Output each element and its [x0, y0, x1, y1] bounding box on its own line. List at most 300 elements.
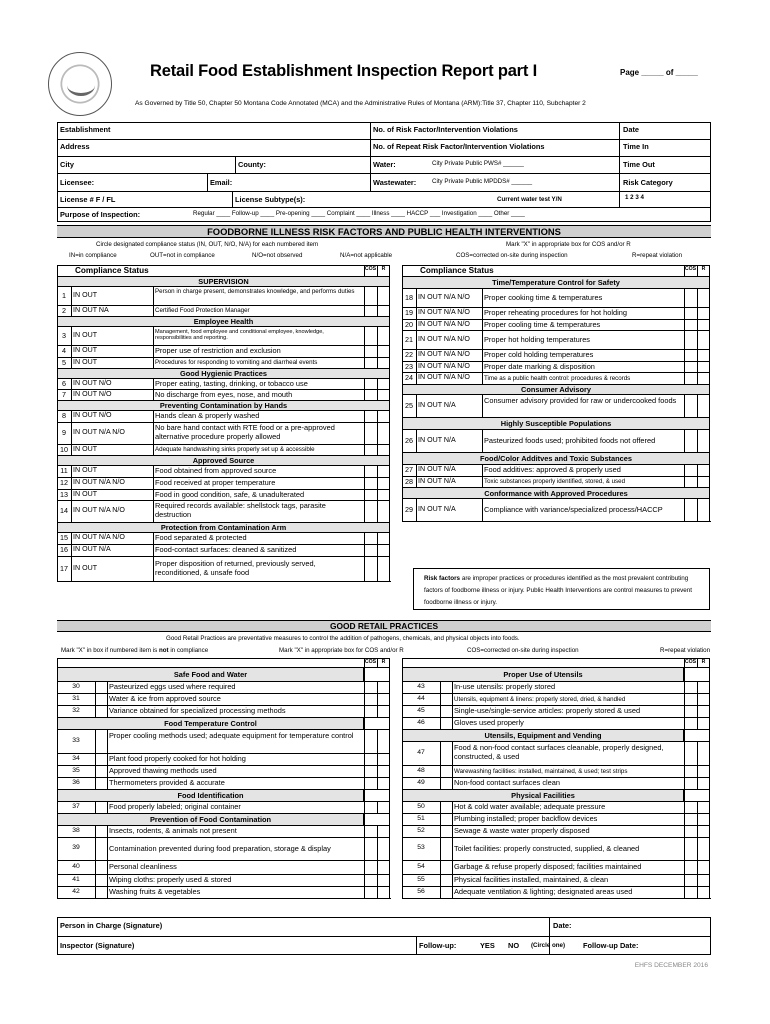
- repeat-checkbox[interactable]: [698, 718, 710, 729]
- repeat-checkbox[interactable]: [698, 826, 710, 837]
- cos-checkbox[interactable]: [685, 320, 697, 330]
- item-description: Proper use of restriction and exclusion: [155, 346, 281, 356]
- item-description: No discharge from eyes, nose, and mouth: [155, 389, 293, 399]
- circle-instruction: Circle designated compliance status (IN, OUT, N/O, N/A) for each numbered item: [96, 241, 319, 248]
- address-field[interactable]: Address: [60, 142, 90, 151]
- item-number: 55: [417, 875, 425, 883]
- compliance-status-options[interactable]: IN OUT N/A N/O: [418, 361, 470, 370]
- repeat-checkbox[interactable]: [378, 875, 390, 886]
- compliance-status-options[interactable]: IN OUT N/A N/O: [418, 292, 470, 301]
- item-number: 32: [72, 706, 80, 714]
- out-checkbox[interactable]: [96, 766, 106, 777]
- date-field[interactable]: Date: [623, 125, 640, 134]
- compliance-status-options[interactable]: IN OUT N/O: [73, 389, 112, 398]
- in-definition: IN=in compliance: [69, 252, 117, 259]
- out-checkbox[interactable]: [441, 682, 451, 693]
- item-description: Food additives: approved & properly used: [484, 465, 621, 475]
- inspector-signature[interactable]: Inspector (Signature): [60, 941, 135, 950]
- cos-checkbox[interactable]: [365, 445, 377, 455]
- item-number: 54: [417, 862, 425, 870]
- item-number: 2: [62, 305, 66, 315]
- out-checkbox[interactable]: [96, 887, 106, 898]
- item-description: Wiping cloths: properly used & stored: [109, 875, 232, 885]
- repeat-checkbox[interactable]: [698, 802, 710, 813]
- item-number: 27: [405, 465, 413, 474]
- cos-checkbox[interactable]: [365, 706, 377, 717]
- repeat-checkbox[interactable]: [378, 533, 390, 544]
- cos-checkbox[interactable]: [685, 814, 697, 825]
- out-checkbox[interactable]: [96, 706, 106, 717]
- compliance-status-options[interactable]: IN OUT N/A: [418, 435, 456, 444]
- cos-checkbox[interactable]: [365, 875, 377, 886]
- good-retail-header: GOOD RETAIL PRACTICES: [57, 620, 711, 632]
- repeat-checkbox[interactable]: [698, 289, 710, 307]
- good-r-definition: R=repeat violation: [660, 647, 711, 654]
- risk-violations-field[interactable]: No. of Risk Factor/Intervention Violations: [373, 125, 518, 134]
- repeat-checkbox[interactable]: [698, 465, 710, 476]
- cos-checkbox[interactable]: [685, 465, 697, 476]
- item-number: 26: [405, 435, 413, 445]
- out-checkbox[interactable]: [441, 766, 451, 777]
- item-description: Person in charge present, demonstrates knowledge, and performs duties: [155, 288, 355, 296]
- license-subtype-field[interactable]: License Subtype(s):: [235, 195, 306, 204]
- out-checkbox[interactable]: [441, 826, 451, 837]
- item-number: 8: [62, 411, 66, 420]
- section-heading: Good Hygienic Practices: [57, 368, 390, 378]
- compliance-status-options[interactable]: IN OUT N/A N/O: [418, 350, 470, 358]
- repeat-checkbox[interactable]: [378, 802, 390, 813]
- cos-checkbox[interactable]: [365, 754, 377, 765]
- r-column-label: R: [381, 659, 386, 665]
- compliance-status-options[interactable]: IN OUT: [73, 444, 98, 453]
- item-description: Proper cold holding temperatures: [484, 350, 594, 360]
- followup-label: Follow-up:: [419, 941, 457, 950]
- signature-date[interactable]: Date:: [553, 921, 572, 930]
- water-options[interactable]: City Private Public PWS# ______: [432, 160, 524, 167]
- repeat-checkbox[interactable]: [378, 754, 390, 765]
- section-heading: Preventing Contamination by Hands: [57, 400, 390, 410]
- cos-checkbox[interactable]: [685, 826, 697, 837]
- compliance-status-options[interactable]: IN OUT N/A N/O: [73, 428, 125, 436]
- compliance-status-options[interactable]: IN OUT N/O: [73, 411, 112, 419]
- water-test-field[interactable]: Current water test Y/N: [497, 196, 562, 203]
- repeat-checkbox[interactable]: [698, 395, 710, 417]
- item-number: 40: [72, 862, 80, 870]
- governing-statute-text: As Governed by Title 50, Chapter 50 Montana Code Annotated (MCA) and the Administrative Rules of Montana (ARM):Title 37, Chapter 110, Subchapter 2: [135, 100, 586, 107]
- item-description: Proper cooling methods used; adequate equipment for temperature control: [109, 731, 354, 741]
- followup-no[interactable]: NO: [508, 941, 520, 950]
- out-checkbox[interactable]: [96, 875, 106, 886]
- compliance-status-options[interactable]: IN OUT N/A N/O: [73, 506, 125, 514]
- cos-checkbox[interactable]: [365, 557, 377, 581]
- repeat-checkbox[interactable]: [378, 327, 390, 345]
- item-description: Consumer advisory provided for raw or undercooked foods: [484, 395, 677, 405]
- out-checkbox[interactable]: [441, 875, 451, 886]
- cos-checkbox[interactable]: [685, 682, 697, 693]
- cos-checkbox[interactable]: [365, 287, 377, 305]
- compliance-status-options[interactable]: IN OUT N/A N/O: [418, 308, 470, 316]
- cos-checkbox[interactable]: [365, 466, 377, 477]
- time-out-field[interactable]: Time Out: [623, 160, 655, 169]
- repeat-checkbox[interactable]: [378, 478, 390, 489]
- compliance-status-options[interactable]: IN OUT N/A: [418, 476, 456, 485]
- item-description: Time as a public health control: procedures & records: [484, 374, 631, 382]
- item-number: 34: [72, 754, 80, 762]
- cos-checkbox[interactable]: [365, 682, 377, 693]
- repeat-checkbox[interactable]: [378, 826, 390, 837]
- item-number: 29: [405, 504, 413, 514]
- repeat-checkbox[interactable]: [378, 557, 390, 581]
- repeat-checkbox[interactable]: [698, 682, 710, 693]
- good-mark-part2: in compliance: [170, 647, 209, 654]
- time-in-field[interactable]: Time In: [623, 142, 649, 151]
- cos-checkbox[interactable]: [685, 350, 697, 361]
- mark-instruction: Mark "X" in appropriate box for COS and/or R: [506, 241, 631, 248]
- cos-checkbox[interactable]: [365, 358, 377, 368]
- cos-checkbox[interactable]: [365, 390, 377, 400]
- item-number: 1: [62, 290, 66, 300]
- compliance-status-options[interactable]: IN OUT N/A: [418, 465, 456, 473]
- out-checkbox[interactable]: [96, 826, 106, 837]
- cos-checkbox[interactable]: [685, 875, 697, 886]
- item-number: 36: [72, 778, 80, 786]
- cos-checkbox[interactable]: [685, 477, 697, 487]
- compliance-status-options[interactable]: IN OUT NA: [73, 305, 109, 314]
- out-checkbox[interactable]: [441, 718, 451, 729]
- compliance-status-options[interactable]: IN OUT N/A: [418, 504, 456, 513]
- compliance-status-options[interactable]: IN OUT: [73, 330, 98, 339]
- item-number: 25: [405, 400, 413, 410]
- item-description: Pasteurized eggs used where required: [109, 682, 236, 692]
- item-description: Plumbing installed; proper backflow devices: [454, 814, 598, 824]
- item-description: Hot & cold water available; adequate pressure: [454, 802, 606, 812]
- compliance-status-options[interactable]: IN OUT N/A N/O: [73, 478, 125, 486]
- out-checkbox[interactable]: [96, 778, 106, 789]
- compliance-status-options[interactable]: IN OUT: [73, 563, 98, 572]
- cos-checkbox[interactable]: [365, 411, 377, 422]
- cos-checkbox[interactable]: [365, 802, 377, 813]
- section-heading: Protection from Contamination Arm: [57, 522, 390, 532]
- item-number: 13: [60, 489, 68, 499]
- risk-factors-header: FOODBORNE ILLNESS RISK FACTORS AND PUBLIC HEALTH INTERVENTIONS: [57, 225, 711, 238]
- no-definition: N/O=not observed: [252, 252, 303, 259]
- section-heading: Food/Color Additves and Toxic Substances: [402, 452, 710, 464]
- cos-checkbox[interactable]: [685, 430, 697, 452]
- item-number: 14: [60, 506, 68, 515]
- repeat-checkbox[interactable]: [698, 875, 710, 886]
- item-number: 33: [72, 736, 80, 744]
- cos-checkbox[interactable]: [685, 499, 697, 521]
- cos-checkbox[interactable]: [365, 838, 377, 860]
- license-number-field[interactable]: License # F / FL: [60, 195, 116, 204]
- repeat-checkbox[interactable]: [378, 501, 390, 522]
- repeat-checkbox[interactable]: [698, 350, 710, 361]
- repeat-checkbox[interactable]: [378, 838, 390, 860]
- section-heading: Utensils, Equipment and Vending: [402, 729, 684, 741]
- section-heading: Food Identification: [57, 789, 364, 801]
- cos-checkbox[interactable]: [365, 826, 377, 837]
- item-description: Procedures for responding to vomiting and diarrheal events: [155, 359, 318, 367]
- item-number: 35: [72, 766, 80, 774]
- good-mark-instruction: [61, 648, 208, 654]
- repeat-checkbox[interactable]: [698, 887, 710, 898]
- repeat-checkbox[interactable]: [378, 861, 390, 874]
- cos-checkbox[interactable]: [365, 694, 377, 705]
- repeat-checkbox[interactable]: [378, 306, 390, 316]
- r-column-label: R: [701, 659, 706, 665]
- section-heading: Proper Use of Utensils: [402, 667, 684, 681]
- risk-factor-note-box: [413, 568, 710, 610]
- item-description: Required records available: shellstock tags, parasite destruction: [155, 501, 326, 519]
- good-mark-part1: Mark "X" in box if numbered item is: [61, 647, 158, 654]
- item-number: 28: [405, 476, 413, 486]
- cos-checkbox[interactable]: [365, 887, 377, 898]
- repeat-checkbox[interactable]: [698, 331, 710, 349]
- cos-checkbox[interactable]: [685, 694, 697, 705]
- cos-checkbox[interactable]: [685, 289, 697, 307]
- city-field[interactable]: City: [60, 160, 74, 169]
- repeat-checkbox[interactable]: [698, 706, 710, 717]
- repeat-checkbox[interactable]: [378, 358, 390, 368]
- compliance-status-options[interactable]: IN OUT N/A: [418, 400, 456, 409]
- repeat-checkbox[interactable]: [378, 778, 390, 789]
- cos-checkbox[interactable]: [685, 742, 697, 765]
- item-description: Adequate ventilation & lighting; designated areas used: [454, 887, 633, 897]
- item-number: 46: [417, 718, 425, 726]
- repeat-checkbox[interactable]: [378, 545, 390, 556]
- item-number: 22: [405, 350, 413, 359]
- email-field[interactable]: Email:: [210, 178, 233, 187]
- repeat-checkbox[interactable]: [698, 861, 710, 874]
- cos-checkbox[interactable]: [365, 379, 377, 389]
- repeat-checkbox[interactable]: [378, 490, 390, 500]
- item-description: Food in good condition, safe, & unadulterated: [155, 489, 305, 499]
- followup-date[interactable]: Follow-up Date:: [583, 941, 639, 950]
- compliance-status-options[interactable]: IN OUT: [73, 489, 98, 498]
- cos-checkbox[interactable]: [685, 706, 697, 717]
- repeat-checkbox[interactable]: [378, 694, 390, 705]
- item-number: 45: [417, 706, 425, 714]
- person-in-charge-signature[interactable]: Person in Charge (Signature): [60, 921, 163, 930]
- out-definition: OUT=not in compliance: [150, 252, 215, 259]
- form-revision-footer: EHFS DECEMBER 2016: [634, 962, 708, 969]
- repeat-checkbox[interactable]: [378, 466, 390, 477]
- item-number: 12: [60, 478, 68, 487]
- cos-checkbox[interactable]: [685, 308, 697, 319]
- cos-checkbox[interactable]: [685, 395, 697, 417]
- repeat-checkbox[interactable]: [698, 362, 710, 372]
- circle-one-note: (Circle one): [531, 942, 566, 949]
- repeat-checkbox[interactable]: [378, 411, 390, 422]
- section-heading: SUPERVISION: [57, 276, 390, 286]
- item-description: Food properly labeled; original container: [109, 802, 241, 812]
- item-number: 44: [417, 694, 425, 702]
- repeat-checkbox[interactable]: [698, 742, 710, 765]
- out-checkbox[interactable]: [96, 861, 106, 874]
- item-description: Non-food contact surfaces clean: [454, 778, 560, 788]
- cos-checkbox[interactable]: [685, 887, 697, 898]
- page-number-field[interactable]: Page _____ of _____: [620, 68, 698, 77]
- compliance-status-options[interactable]: IN OUT N/A N/O: [73, 533, 125, 541]
- compliance-status-options[interactable]: IN OUT N/A N/O: [418, 334, 470, 343]
- cos-checkbox[interactable]: [685, 331, 697, 349]
- good-mark-not: not: [158, 647, 169, 654]
- cos-checkbox[interactable]: [365, 501, 377, 522]
- repeat-violations-field[interactable]: No. of Repeat Risk Factor/Intervention Violations: [373, 142, 545, 151]
- item-number: 50: [417, 802, 425, 810]
- compliance-status-options[interactable]: IN OUT N/A: [73, 545, 111, 553]
- wastewater-options[interactable]: City Private Public MPDDS# ______: [432, 178, 533, 185]
- cos-checkbox[interactable]: [685, 362, 697, 372]
- cos-checkbox[interactable]: [365, 327, 377, 345]
- repeat-checkbox[interactable]: [698, 373, 710, 384]
- out-checkbox[interactable]: [441, 887, 451, 898]
- out-checkbox[interactable]: [441, 706, 451, 717]
- item-description: Water & ice from approved source: [109, 694, 221, 704]
- section-heading: Safe Food and Water: [57, 667, 364, 681]
- cos-checkbox[interactable]: [685, 373, 697, 384]
- good-mark-cos-instruction: Mark "X" in appropriate box for COS and/or R: [279, 647, 404, 654]
- r-definition: R=repeat violation: [632, 252, 683, 259]
- cos-checkbox[interactable]: [685, 802, 697, 813]
- item-description: Utensils, equipment & linens: properly stored, dried, & handled: [454, 695, 626, 703]
- repeat-checkbox[interactable]: [698, 499, 710, 521]
- repeat-checkbox[interactable]: [698, 766, 710, 777]
- cos-checkbox[interactable]: [365, 478, 377, 489]
- out-checkbox[interactable]: [441, 778, 451, 789]
- repeat-checkbox[interactable]: [378, 287, 390, 305]
- cos-checkbox[interactable]: [685, 718, 697, 729]
- establishment-field[interactable]: Establishment: [60, 125, 111, 134]
- item-description: Proper date marking & disposition: [484, 361, 595, 371]
- item-number: 48: [417, 766, 425, 774]
- cos-checkbox[interactable]: [685, 778, 697, 789]
- item-description: No bare hand contact with RTE food or a pre-approved alternative procedure properly allowed: [155, 423, 335, 441]
- item-description: Certified Food Protection Manager: [155, 307, 250, 315]
- county-field[interactable]: County:: [238, 160, 266, 169]
- compliance-status-options[interactable]: IN OUT: [73, 466, 98, 474]
- item-number: 3: [62, 330, 66, 340]
- section-heading: Highly Susceptible Populations: [402, 417, 710, 429]
- item-description: Food obtained from approved source: [155, 466, 277, 476]
- out-checkbox[interactable]: [96, 802, 106, 813]
- out-checkbox[interactable]: [441, 694, 451, 705]
- cos-checkbox[interactable]: [365, 346, 377, 357]
- r-column-label: R: [701, 266, 706, 272]
- item-number: 17: [60, 563, 68, 573]
- followup-yes[interactable]: YES: [480, 941, 495, 950]
- wastewater-label: Wastewater:: [373, 178, 417, 187]
- item-description: Insects, rodents, & animals not present: [109, 826, 237, 836]
- out-checkbox[interactable]: [96, 838, 106, 860]
- item-description: Contamination prevented during food preparation, storage & display: [109, 843, 331, 853]
- repeat-checkbox[interactable]: [378, 887, 390, 898]
- repeat-checkbox[interactable]: [698, 308, 710, 319]
- cos-checkbox[interactable]: [365, 730, 377, 753]
- item-description: Personal cleanliness: [109, 862, 177, 872]
- cos-column-label: COS: [364, 659, 377, 665]
- item-description: Toxic substances properly identified, stored, & used: [484, 478, 626, 486]
- cos-checkbox[interactable]: [685, 861, 697, 874]
- cos-column-label: COS: [684, 659, 697, 665]
- out-checkbox[interactable]: [441, 861, 451, 874]
- repeat-checkbox[interactable]: [698, 838, 710, 860]
- out-checkbox[interactable]: [96, 682, 106, 693]
- repeat-checkbox[interactable]: [698, 320, 710, 330]
- repeat-checkbox[interactable]: [698, 477, 710, 487]
- item-number: 20: [405, 319, 413, 329]
- compliance-status-options[interactable]: IN OUT: [73, 357, 98, 366]
- out-checkbox[interactable]: [441, 742, 451, 765]
- item-number: 38: [72, 826, 80, 834]
- repeat-checkbox[interactable]: [378, 445, 390, 455]
- repeat-checkbox[interactable]: [698, 814, 710, 825]
- repeat-checkbox[interactable]: [378, 423, 390, 444]
- out-checkbox[interactable]: [441, 838, 451, 860]
- cos-checkbox[interactable]: [685, 838, 697, 860]
- repeat-checkbox[interactable]: [378, 390, 390, 400]
- item-number: 24: [405, 373, 413, 382]
- repeat-checkbox[interactable]: [378, 730, 390, 753]
- item-description: Food & non-food contact surfaces cleanable, properly designed, constructed, & used: [454, 743, 664, 761]
- cos-checkbox[interactable]: [365, 861, 377, 874]
- repeat-checkbox[interactable]: [378, 379, 390, 389]
- section-heading: Time/Temperature Control for Safety: [402, 276, 710, 288]
- item-number: 53: [417, 844, 425, 851]
- compliance-status-options[interactable]: IN OUT: [73, 290, 98, 299]
- cos-checkbox[interactable]: [365, 490, 377, 500]
- item-description: Adequate handwashing sinks properly set up & accessible: [155, 446, 315, 454]
- repeat-checkbox[interactable]: [698, 430, 710, 452]
- item-description: Pasteurized foods used; prohibited foods not offered: [484, 435, 656, 445]
- repeat-checkbox[interactable]: [378, 682, 390, 693]
- item-number: 37: [72, 802, 80, 810]
- out-checkbox[interactable]: [96, 730, 106, 753]
- licensee-field[interactable]: Licensee:: [60, 178, 95, 187]
- item-number: 6: [62, 378, 66, 388]
- cos-checkbox[interactable]: [685, 766, 697, 777]
- item-description: Food received at proper temperature: [155, 478, 276, 488]
- cos-checkbox[interactable]: [365, 778, 377, 789]
- repeat-checkbox[interactable]: [698, 778, 710, 789]
- montana-state-seal-icon: [48, 52, 112, 116]
- item-number: 5: [62, 357, 66, 367]
- out-checkbox[interactable]: [441, 802, 451, 813]
- item-number: 19: [405, 308, 413, 317]
- out-checkbox[interactable]: [96, 694, 106, 705]
- repeat-checkbox[interactable]: [698, 694, 710, 705]
- item-description: Proper reheating procedures for hot holding: [484, 308, 627, 318]
- cos-checkbox[interactable]: [365, 423, 377, 444]
- compliance-status-options[interactable]: IN OUT N/A N/O: [418, 373, 470, 381]
- item-number: 39: [72, 844, 80, 851]
- out-checkbox[interactable]: [96, 754, 106, 765]
- compliance-status-options[interactable]: IN OUT N/A N/O: [418, 319, 470, 328]
- compliance-status-options[interactable]: IN OUT: [73, 346, 98, 354]
- item-description: Approved thawing methods used: [109, 766, 217, 776]
- cos-checkbox[interactable]: [365, 545, 377, 556]
- repeat-checkbox[interactable]: [378, 346, 390, 357]
- purpose-options[interactable]: Regular ____ Follow-up ____ Pre-opening ____ Complaint ____ Illness ____ HACCP ___ Investigation ____ Other ____: [193, 210, 525, 217]
- cos-checkbox[interactable]: [365, 766, 377, 777]
- cos-checkbox[interactable]: [365, 533, 377, 544]
- compliance-status-options[interactable]: IN OUT N/O: [73, 378, 112, 387]
- repeat-checkbox[interactable]: [378, 706, 390, 717]
- out-checkbox[interactable]: [441, 814, 451, 825]
- cos-checkbox[interactable]: [365, 306, 377, 316]
- repeat-checkbox[interactable]: [378, 766, 390, 777]
- risk-category-options[interactable]: 1 2 3 4: [625, 194, 644, 201]
